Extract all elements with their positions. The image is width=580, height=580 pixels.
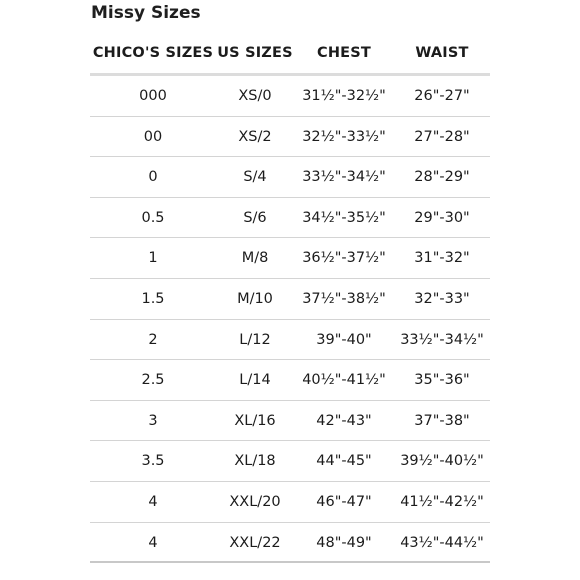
table-row	[90, 482, 490, 523]
table-row	[90, 523, 490, 564]
chest-cell: 31½"-32½"	[302, 88, 386, 104]
table-row	[90, 360, 490, 401]
chest-cell: 48"-49"	[316, 534, 372, 551]
page-title: Missy Sizes	[91, 3, 201, 23]
chest-cell: 39"-40"	[316, 331, 372, 348]
header-us-sizes: US SIZES	[217, 45, 293, 61]
us-size-cell: S/6	[243, 209, 267, 226]
us-size-cell: L/14	[239, 372, 271, 389]
table-header	[90, 41, 490, 65]
chicos-size-cell: 2	[148, 331, 158, 348]
us-size-cell: L/12	[239, 331, 271, 348]
waist-cell: 35"-36"	[414, 372, 470, 389]
us-size-cell: S/4	[243, 169, 267, 186]
chicos-size-cell: 00	[143, 128, 163, 145]
waist-cell: 29"-30"	[414, 209, 470, 226]
waist-cell: 26"-27"	[414, 88, 470, 104]
chest-cell: 42"-43"	[316, 412, 372, 429]
chicos-size-cell: 000	[139, 88, 167, 104]
table-row	[90, 441, 490, 482]
chicos-size-cell: 4	[148, 534, 158, 551]
waist-cell: 32"-33"	[414, 290, 470, 307]
us-size-cell: XXL/20	[229, 493, 281, 510]
chest-cell: 34½"-35½"	[302, 209, 386, 226]
waist-cell: 37"-38"	[414, 412, 470, 429]
us-size-cell: M/10	[237, 290, 273, 307]
us-size-cell: M/8	[241, 250, 269, 267]
table-row	[90, 117, 490, 158]
table-row	[90, 320, 490, 361]
chicos-size-cell: 3	[148, 412, 158, 429]
chest-cell: 46"-47"	[316, 493, 372, 510]
chest-cell: 33½"-34½"	[302, 169, 386, 186]
chicos-size-cell: 0.5	[141, 209, 165, 226]
chicos-size-cell: 1	[148, 250, 158, 267]
header-waist: WAIST	[415, 45, 469, 61]
us-size-cell: XL/16	[234, 412, 276, 429]
chest-cell: 44"-45"	[316, 453, 372, 470]
us-size-cell: XS/2	[238, 128, 272, 145]
header-chicos-sizes: CHICO'S SIZES	[92, 45, 214, 61]
table-row	[90, 238, 490, 279]
waist-cell: 31"-32"	[414, 250, 470, 267]
chest-cell: 36½"-37½"	[302, 250, 386, 267]
waist-cell: 27"-28"	[414, 128, 470, 145]
us-size-cell: XS/0	[238, 88, 272, 104]
chicos-size-cell: 2.5	[141, 372, 165, 389]
chest-cell: 32½"-33½"	[302, 128, 386, 145]
us-size-cell: XL/18	[234, 453, 276, 470]
table-row	[90, 198, 490, 239]
waist-cell: 41½"-42½"	[400, 493, 484, 510]
waist-cell: 33½"-34½"	[400, 331, 484, 348]
table-row	[90, 401, 490, 442]
table-row	[90, 76, 490, 117]
chicos-size-cell: 4	[148, 493, 158, 510]
chest-cell: 37½"-38½"	[302, 290, 386, 307]
size-table-body	[90, 76, 490, 563]
chicos-size-cell: 1.5	[141, 290, 165, 307]
waist-cell: 28"-29"	[414, 169, 470, 186]
chest-cell: 40½"-41½"	[302, 372, 386, 389]
header-chest: CHEST	[316, 45, 371, 61]
table-row	[90, 279, 490, 320]
table-row	[90, 157, 490, 198]
chicos-size-cell: 3.5	[141, 453, 165, 470]
waist-cell: 39½"-40½"	[400, 453, 484, 470]
waist-cell: 43½"-44½"	[400, 534, 484, 551]
chicos-size-cell: 0	[148, 169, 158, 186]
us-size-cell: XXL/22	[229, 534, 281, 551]
